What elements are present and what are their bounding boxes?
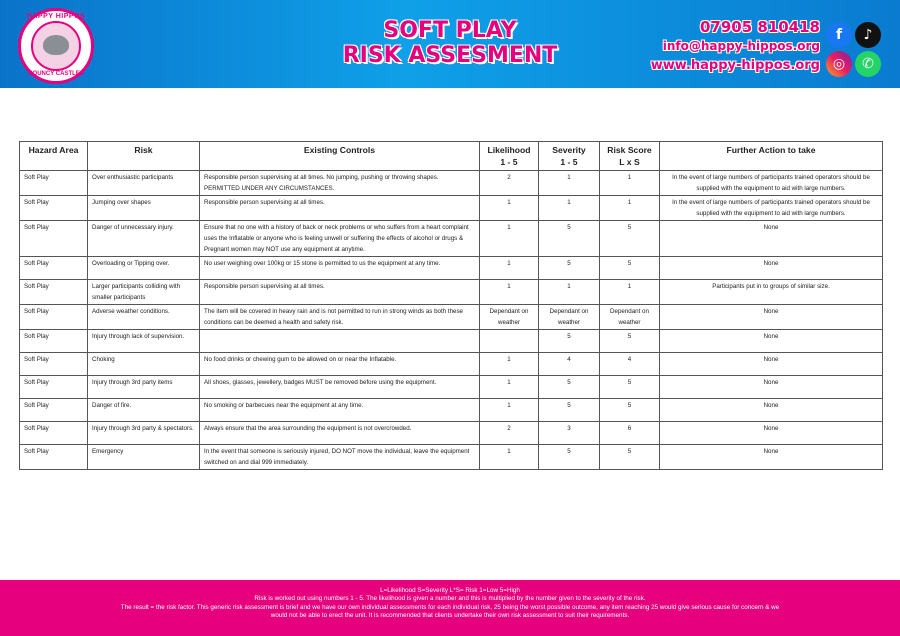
table-row — [20, 330, 883, 353]
cell-hazard-area: Soft Play — [20, 196, 88, 221]
hippo-emblem — [31, 21, 81, 71]
cell-existing-controls: Ensure that no one with a history of back or neck problems or who suffers from a heart complaint uses the Inflatable or anyone who is feeling unwell or suffering the effects of alcohol or drugs & Pregnant women may NOT use any equipment at anytime. — [200, 221, 480, 257]
cell-severity: 1 — [539, 171, 600, 196]
contact-block — [620, 18, 820, 75]
cell-risk-score: 1 — [600, 196, 660, 221]
cell-likelihood: 1 — [480, 353, 539, 376]
facebook-icon[interactable]: f — [826, 22, 852, 48]
cell-further-action: None — [660, 422, 883, 445]
cell-further-action: None — [660, 305, 883, 330]
cell-likelihood: Dependant on weather — [480, 305, 539, 330]
table-row — [20, 280, 883, 305]
header-banner — [0, 0, 900, 88]
table-row — [20, 257, 883, 280]
title-line-1: SOFT PLAY — [383, 18, 517, 43]
cell-hazard-area: Soft Play — [20, 305, 88, 330]
logo-text-top: HAPPY HIPPOS — [26, 13, 86, 20]
table-body — [20, 171, 883, 470]
email-address[interactable]: info@happy-hippos.org — [662, 39, 820, 53]
footer-line-2: Risk is worked out using numbers 1 - 5. The likelihood is given a number and this is multiplied by the number given to the severity of the risk. — [254, 595, 646, 603]
cell-existing-controls: Responsible person supervising at all times. — [200, 280, 480, 305]
tiktok-icon[interactable]: ♪ — [855, 22, 881, 48]
cell-hazard-area: Soft Play — [20, 221, 88, 257]
cell-risk-score: 5 — [600, 257, 660, 280]
cell-likelihood — [480, 330, 539, 353]
cell-risk: Jumping over shapes — [88, 196, 200, 221]
cell-risk-score: 5 — [600, 330, 660, 353]
cell-hazard-area: Soft Play — [20, 376, 88, 399]
cell-risk: Choking — [88, 353, 200, 376]
cell-severity: 4 — [539, 353, 600, 376]
cell-severity: 5 — [539, 257, 600, 280]
cell-risk-score: 5 — [600, 376, 660, 399]
table-row — [20, 353, 883, 376]
cell-severity: 5 — [539, 376, 600, 399]
cell-likelihood: 1 — [480, 196, 539, 221]
cell-existing-controls: No user weighing over 100kg or 15 stone is permitted to us the equipment at any time. — [200, 257, 480, 280]
cell-hazard-area: Soft Play — [20, 353, 88, 376]
cell-risk: Adverse weather conditions. — [88, 305, 200, 330]
cell-hazard-area: Soft Play — [20, 422, 88, 445]
cell-further-action: None — [660, 353, 883, 376]
cell-risk: Emergency — [88, 445, 200, 470]
header-existing-controls: Existing Controls — [200, 142, 480, 171]
footer-line-1: L=Likelihood S=Severity L*S= Risk 1=Low 5=High — [380, 587, 520, 594]
cell-severity: 5 — [539, 399, 600, 422]
cell-severity: 1 — [539, 280, 600, 305]
cell-existing-controls: Responsible person supervising at all times. — [200, 196, 480, 221]
cell-risk: Injury through 3rd party & spectators. — [88, 422, 200, 445]
cell-further-action: None — [660, 399, 883, 422]
hippo-icon — [43, 35, 69, 55]
cell-risk-score: 6 — [600, 422, 660, 445]
title-line-2: RISK ASSESMENT — [342, 43, 558, 68]
cell-risk: Danger of unnecessary injury. — [88, 221, 200, 257]
table-row — [20, 305, 883, 330]
cell-existing-controls: The item will be covered in heavy rain and is not permitted to run in strong winds as both these conditions can be deemed a health and safety risk. — [200, 305, 480, 330]
cell-severity: 3 — [539, 422, 600, 445]
cell-likelihood: 1 — [480, 280, 539, 305]
cell-existing-controls — [200, 330, 480, 353]
cell-hazard-area: Soft Play — [20, 280, 88, 305]
cell-risk-score: 5 — [600, 221, 660, 257]
website-link[interactable]: www.happy-hippos.org — [650, 58, 820, 73]
header-further-action: Further Action to take — [660, 142, 883, 171]
header-hazard-area: Hazard Area — [20, 142, 88, 171]
cell-hazard-area: Soft Play — [20, 399, 88, 422]
cell-risk: Larger participants colliding with smaller participants — [88, 280, 200, 305]
footer-line-3: The result = the risk factor. This generic risk assessment is brief and we have our own individual assessments for each individual risk, 25 being the worst possible outcome, any item reaching 25 would give serious cause for concern & we — [120, 603, 780, 611]
cell-existing-controls: All shoes, glasses, jewellery, badges MUST be removed before using the equipment. — [200, 376, 480, 399]
cell-further-action: In the event of large numbers of participants trained operators should be supplied with the equipment to aid with large numbers. — [660, 196, 883, 221]
cell-existing-controls: Always ensure that the area surrounding the equipment is not overcrowded. — [200, 422, 480, 445]
instagram-icon[interactable]: ◎ — [826, 51, 852, 77]
cell-existing-controls: No smoking or barbecues near the equipment at any time. — [200, 399, 480, 422]
whatsapp-icon[interactable]: ✆ — [855, 51, 881, 77]
header-severity: Severity 1 - 5 — [539, 142, 600, 171]
table-row — [20, 399, 883, 422]
header-risk-score: Risk Score L x S — [600, 142, 660, 171]
cell-likelihood: 2 — [480, 422, 539, 445]
cell-existing-controls: No food drinks or chewing gum to be allowed on or near the Inflatable. — [200, 353, 480, 376]
header-likelihood: Likelihood 1 - 5 — [480, 142, 539, 171]
page-title — [300, 18, 600, 68]
cell-existing-controls: In the event that someone is seriously injured, DO NOT move the individual, leave the equipment switched on and dial 999 immediately. — [200, 445, 480, 470]
footer-line-4: would not be able to erect the unit. It is recommended that clients undertake their own risk assessment to suit their requirements. — [270, 611, 630, 619]
cell-existing-controls: Responsible person supervising at all times. No jumping, pushing or throwing shapes. PERMITTED UNDER ANY CIRCUMSTANCES. — [200, 171, 480, 196]
cell-likelihood: 1 — [480, 257, 539, 280]
table-row — [20, 171, 883, 196]
header-risk: Risk — [88, 142, 200, 171]
cell-further-action: None — [660, 376, 883, 399]
cell-hazard-area: Soft Play — [20, 257, 88, 280]
table-row — [20, 221, 883, 257]
cell-risk: Over enthusiastic participants — [88, 171, 200, 196]
cell-further-action: Participants put in to groups of similar size. — [660, 280, 883, 305]
cell-severity: 1 — [539, 196, 600, 221]
cell-severity: 5 — [539, 445, 600, 470]
cell-hazard-area: Soft Play — [20, 445, 88, 470]
logo-text-bottom: BOUNCY CASTLES — [28, 71, 84, 77]
table-row — [20, 445, 883, 470]
table-header-row — [20, 142, 883, 171]
table-row — [20, 422, 883, 445]
table-row — [20, 376, 883, 399]
cell-risk-score: Dependant on weather — [600, 305, 660, 330]
cell-hazard-area: Soft Play — [20, 330, 88, 353]
cell-risk-score: 4 — [600, 353, 660, 376]
cell-further-action: None — [660, 257, 883, 280]
cell-risk: Injury through lack of supervision. — [88, 330, 200, 353]
cell-hazard-area: Soft Play — [20, 171, 88, 196]
cell-risk-score: 5 — [600, 445, 660, 470]
cell-severity: 5 — [539, 330, 600, 353]
cell-likelihood: 1 — [480, 221, 539, 257]
risk-assessment-table — [19, 141, 883, 470]
cell-likelihood: 1 — [480, 399, 539, 422]
footer-notes — [0, 580, 900, 636]
cell-likelihood: 1 — [480, 376, 539, 399]
cell-further-action: None — [660, 445, 883, 470]
cell-risk-score: 1 — [600, 171, 660, 196]
cell-likelihood: 2 — [480, 171, 539, 196]
cell-severity: 5 — [539, 221, 600, 257]
cell-risk: Overloading or Tipping over. — [88, 257, 200, 280]
cell-risk-score: 5 — [600, 399, 660, 422]
cell-further-action: In the event of large numbers of participants trained operators should be supplied with the equipment to aid with large numbers. — [660, 171, 883, 196]
cell-likelihood: 1 — [480, 445, 539, 470]
cell-further-action: None — [660, 330, 883, 353]
cell-risk: Injury through 3rd party items — [88, 376, 200, 399]
cell-further-action: None — [660, 221, 883, 257]
cell-risk-score: 1 — [600, 280, 660, 305]
phone-number: 07905 810418 — [699, 18, 820, 36]
cell-severity: Dependant on weather — [539, 305, 600, 330]
company-logo — [18, 8, 94, 84]
table-row — [20, 196, 883, 221]
cell-risk: Danger of fire. — [88, 399, 200, 422]
